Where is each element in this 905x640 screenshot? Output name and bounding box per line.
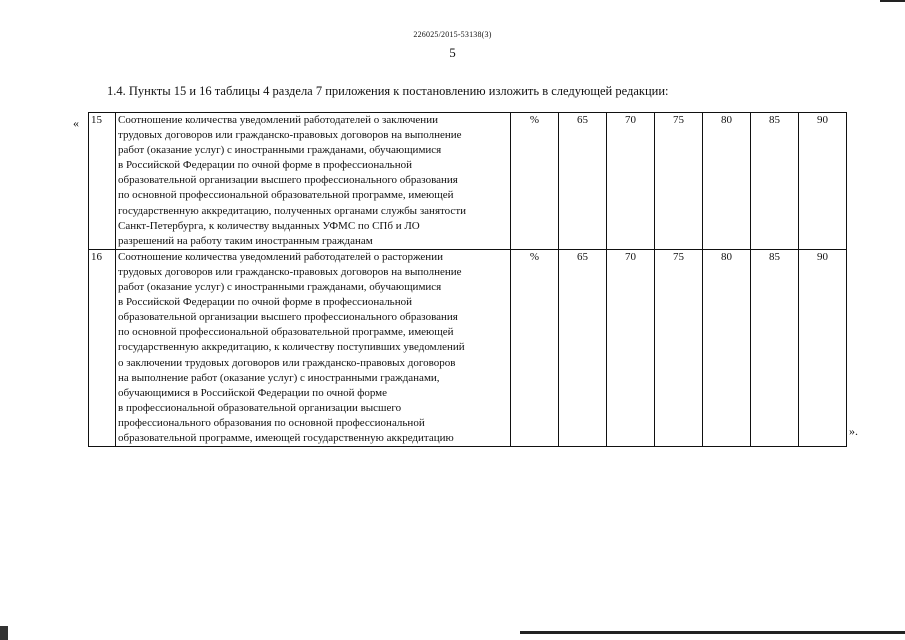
scan-edge-top [880, 0, 905, 2]
description-line: государственную аккредитацию, к количеству поступивших уведомлений [118, 341, 465, 354]
open-quote: « [73, 116, 79, 130]
value-cell: 90 [799, 249, 847, 446]
value-cell: 75 [655, 113, 703, 250]
table-row [89, 249, 847, 446]
description-line: образовательной программе, имеющей государственную аккредитацию [118, 431, 454, 444]
description-line: разрешений на работу таким иностранным гражданам [118, 234, 373, 247]
description-line: в Российской Федерации по очной форме в профессиональной [118, 296, 412, 309]
value-cell: 75 [655, 249, 703, 446]
indicator-description [116, 113, 511, 250]
description-line: по основной профессиональной образовательной программе, имеющей [118, 326, 454, 339]
value-cell: 70 [607, 249, 655, 446]
description-line: работ (оказание услуг) с иностранными гражданами, обучающимися [118, 144, 442, 157]
description-line: Соотношение количества уведомлений работодателей о заключении [118, 114, 438, 126]
description-line: о заключении трудовых договоров или гражданско-правовых договоров [118, 356, 456, 369]
value-cell: 65 [559, 249, 607, 446]
document-id: 226025/2015-53138(3) [413, 30, 492, 39]
value-cell: 65 [559, 113, 607, 250]
close-quote: ». [849, 424, 858, 438]
description-line: трудовых договоров или гражданско-правовых договоров на выполнение [118, 129, 462, 142]
description-line: образовательной организации высшего профессионального образования [118, 174, 458, 187]
value-cell: 80 [703, 113, 751, 250]
description-line: обучающимися в Российской Федерации по очной форме [118, 386, 388, 399]
description-line: трудовых договоров или гражданско-правовых договоров на выполнение [118, 265, 462, 278]
value-cell: 80 [703, 249, 751, 446]
description-line: на выполнение работ (оказание услуг) с иностранными гражданами, [118, 371, 440, 384]
row-number: 16 [89, 249, 116, 446]
description-line: образовательной организации высшего профессионального образования [118, 311, 458, 324]
description-line: работ (оказание услуг) с иностранными гражданами, обучающимися [118, 281, 442, 294]
indicators-table [88, 112, 847, 447]
description-line: Санкт-Петербурга, к количеству выданных УФМС по СПб и ЛО [118, 219, 420, 232]
row-number: 15 [89, 113, 116, 250]
description-line: государственную аккредитацию, полученных органами службы занятости [118, 204, 467, 217]
intro-paragraph: 1.4. Пункты 15 и 16 таблицы 4 раздела 7 приложения к постановлению изложить в следующей редакции: [107, 84, 669, 98]
scan-edge-left [0, 626, 8, 640]
unit-cell: % [511, 113, 559, 250]
unit-cell: % [511, 249, 559, 446]
page-number: 5 [449, 45, 456, 60]
value-cell: 85 [751, 249, 799, 446]
indicator-description [116, 249, 511, 446]
description-line: в профессиональной образовательной организации высшего [118, 401, 402, 414]
value-cell: 85 [751, 113, 799, 250]
description-line: по основной профессиональной образовательной программе, имеющей [118, 189, 454, 202]
table-row [89, 113, 847, 250]
value-cell: 70 [607, 113, 655, 250]
description-line: в Российской Федерации по очной форме в профессиональной [118, 159, 412, 172]
value-cell: 90 [799, 113, 847, 250]
description-line: профессионального образования по основной профессиональной [118, 416, 425, 429]
scan-edge-bottom [520, 631, 905, 634]
description-line: Соотношение количества уведомлений работодателей о расторжении [118, 250, 443, 263]
